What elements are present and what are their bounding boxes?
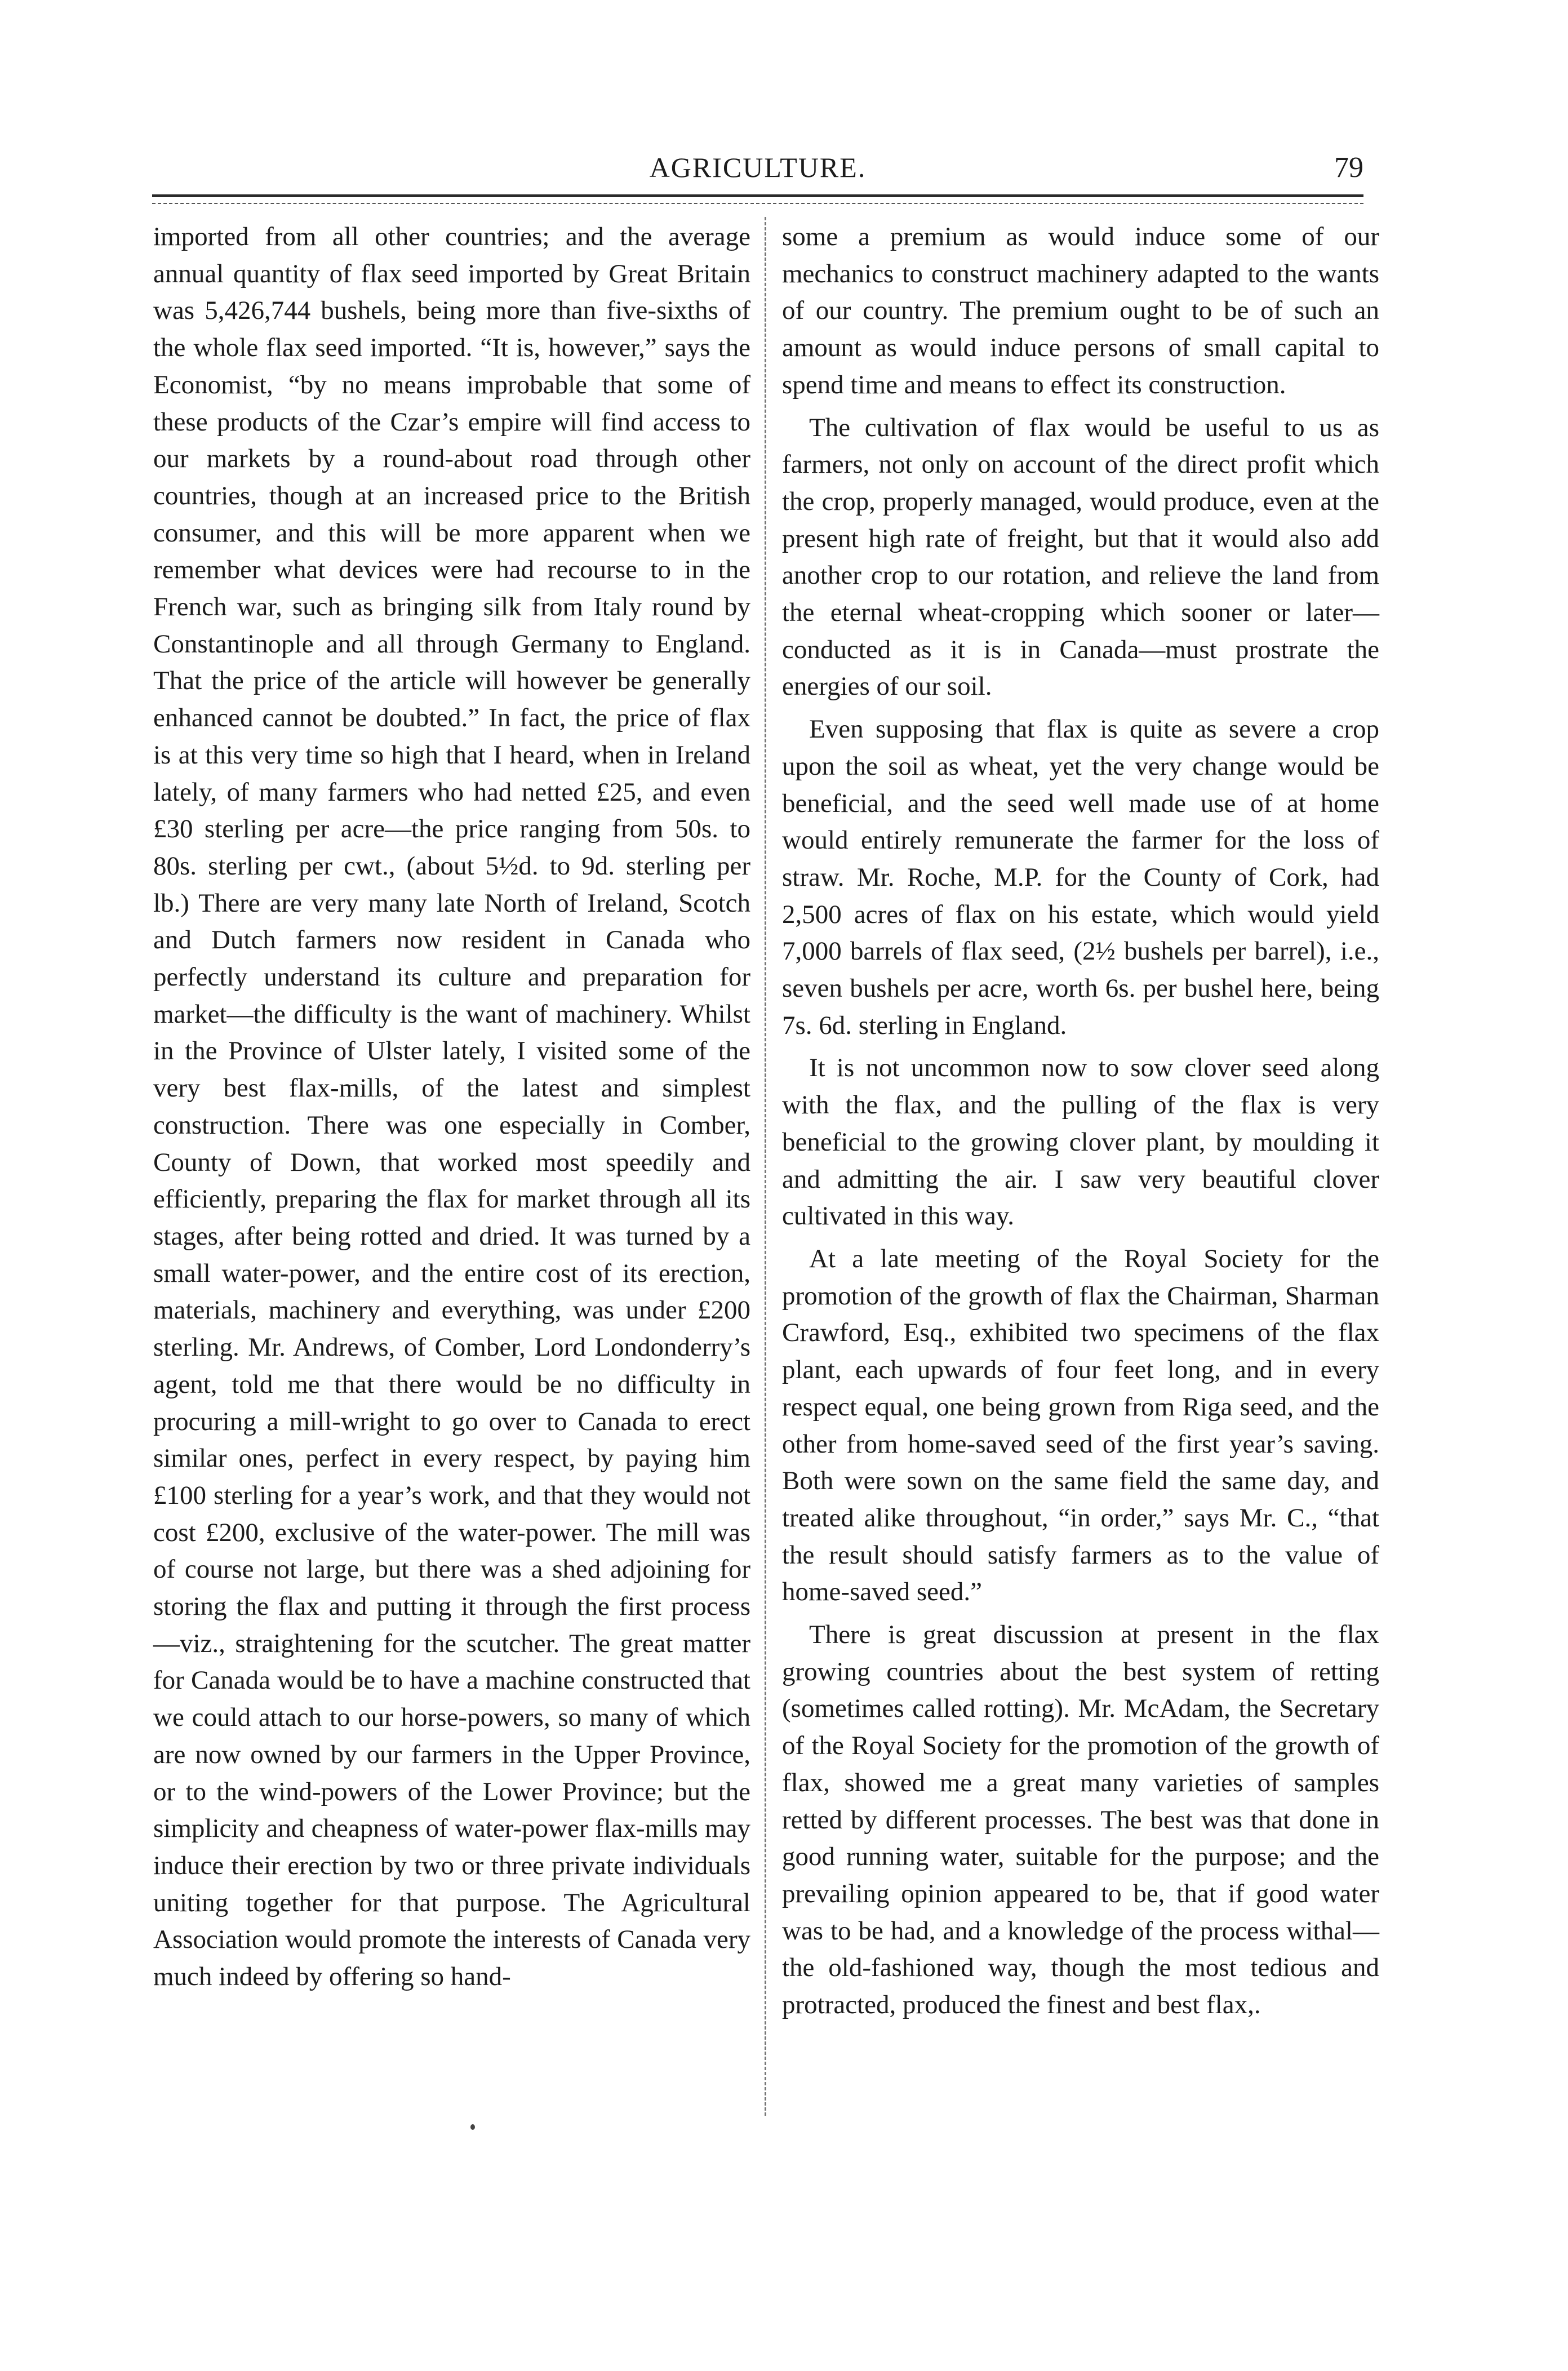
page-number: 79 — [1334, 152, 1363, 184]
right-paragraph-2: The cultivation of flax would be useful to us as farmers, not only on account of the direct profit which the crop, properly managed, would produce, even at the present high rate of freight, but that it would also add another crop to our rotation, and relieve the land from the eternal wheat-cropping which sooner or later—conducted as it is in Canada—must prostrate the energies of our soil. — [782, 412, 1379, 701]
ink-speck — [470, 2124, 475, 2130]
right-column — [782, 219, 1379, 2024]
page-header — [152, 151, 1363, 196]
running-head: AGRICULTURE. — [649, 152, 867, 183]
right-paragraph-3: Even supposing that flax is quite as severe a crop upon the soil as wheat, yet the very change would be beneficial, and the seed well made use of at home would entirely remunerate the farmer for the loss of straw. Mr. Roche, M.P. for the County of Cork, had 2,500 acres of flax on his estate, which would yield 7,000 barrels of flax seed, (2½ bushels per barrel), i.e., seven bushels per acre, worth 6s. per bushel here, being 7s. 6d. sterling in England. — [782, 714, 1379, 1040]
header-rule — [152, 194, 1363, 204]
right-paragraph-6: There is great discussion at present in the flax growing countries about the best system of retting (sometimes called rotting). Mr. McAdam, the Secretary of the Royal Society for the promotion of the growth of flax, showed me a great many varieties of samples retted by different processes. The best was that done in good running water, suitable for the purpose; and the prevailing opinion appeared to be, that if good water was to be had, and a knowledge of the process withal—the old-fashioned way, though the most tedious and protracted, produced the finest and best flax,. — [782, 1620, 1379, 2020]
right-paragraph-4: It is not uncommon now to sow clover seed along with the flax, and the pulling of the flax is very beneficial to the growing clover plant, by moulding it and admitting the air. I saw very beautiful clover cultivated in this way. — [782, 1053, 1379, 1231]
column-divider — [765, 217, 766, 2116]
right-paragraph-1: some a premium as would induce some of our mechanics to construct machinery adapted to the wants of our country. The premium ought to be of such an amount as would induce persons of small capital to spend time and means to effect its construction. — [782, 222, 1379, 399]
left-paragraph-1: imported from all other countries; and the average annual quantity of flax seed imported by Great Britain was 5,426,744 bushels, being more than five-sixths of the whole flax seed imported. “It is, however,” says the Economist, “by no means improbable that some of these products of the Czar’s empire will find access to our markets by a round-about road through other countries, though at an increased price to the British consumer, and this will be more apparent when we remember what devices were had recourse to in the French war, such as bringing silk from Italy round by Constantinople and all through Germany to England. That the price of the article will however be generally enhanced cannot be doubted.” In fact, the price of flax is at this very time so high that I heard, when in Ireland lately, of many farmers who had netted £25, and even £30 sterling per acre—the price ranging from 50s. to 80s. sterling per cwt., (about 5½d. to 9d. sterling per lb.) There are very many late North of Ireland, Scotch and Dutch farmers now resident in Canada who perfectly understand its culture and preparation for market—the difficulty is the want of machinery. Whilst in the Province of Ulster lately, I visited some of the very best flax-mills, of the latest and simplest construction. There was one especially in Comber, County of Down, that worked most speedily and efficiently, preparing the flax for market through all its stages, after being rotted and dried. It was turned by a small water-power, and the entire cost of its erection, materials, machinery and everything, was under £200 sterling. Mr. Andrews, of Comber, Lord Londonderry’s agent, told me that there would be no difficulty in procuring a mill-wright to go over to Canada to erect similar ones, perfect in every respect, by paying him £100 sterling for a year’s work, and that they would not cost £200, exclusive of the water-power. The mill was of course not large, but there was a shed adjoining for storing the flax and putting it through the first process—viz., straightening for the scutcher. The great matter for Canada would be to have a machine constructed that we could attach to our horse-powers, so many of which are now owned by our farmers in the Upper Province, or to the wind-powers of the Lower Province; but the simplicity and cheapness of water-power flax-mills may induce their erection by two or three private individuals uniting together for that purpose. The Agricultural Association would promote the interests of Canada very much indeed by offering so hand- — [153, 222, 750, 1992]
left-column — [153, 219, 750, 1996]
right-paragraph-5: At a late meeting of the Royal Society for the promotion of the growth of flax the Chairman, Sharman Crawford, Esq., exhibited two specimens of the flax plant, each upwards of four feet long, and in every respect equal, one being grown from Riga seed, and the other from home-saved seed of the first year’s saving. Both were sown on the same field the same day, and treated alike throughout, “in order,” says Mr. C., “that the result should satisfy farmers as to the value of home-saved seed.” — [782, 1244, 1379, 1607]
